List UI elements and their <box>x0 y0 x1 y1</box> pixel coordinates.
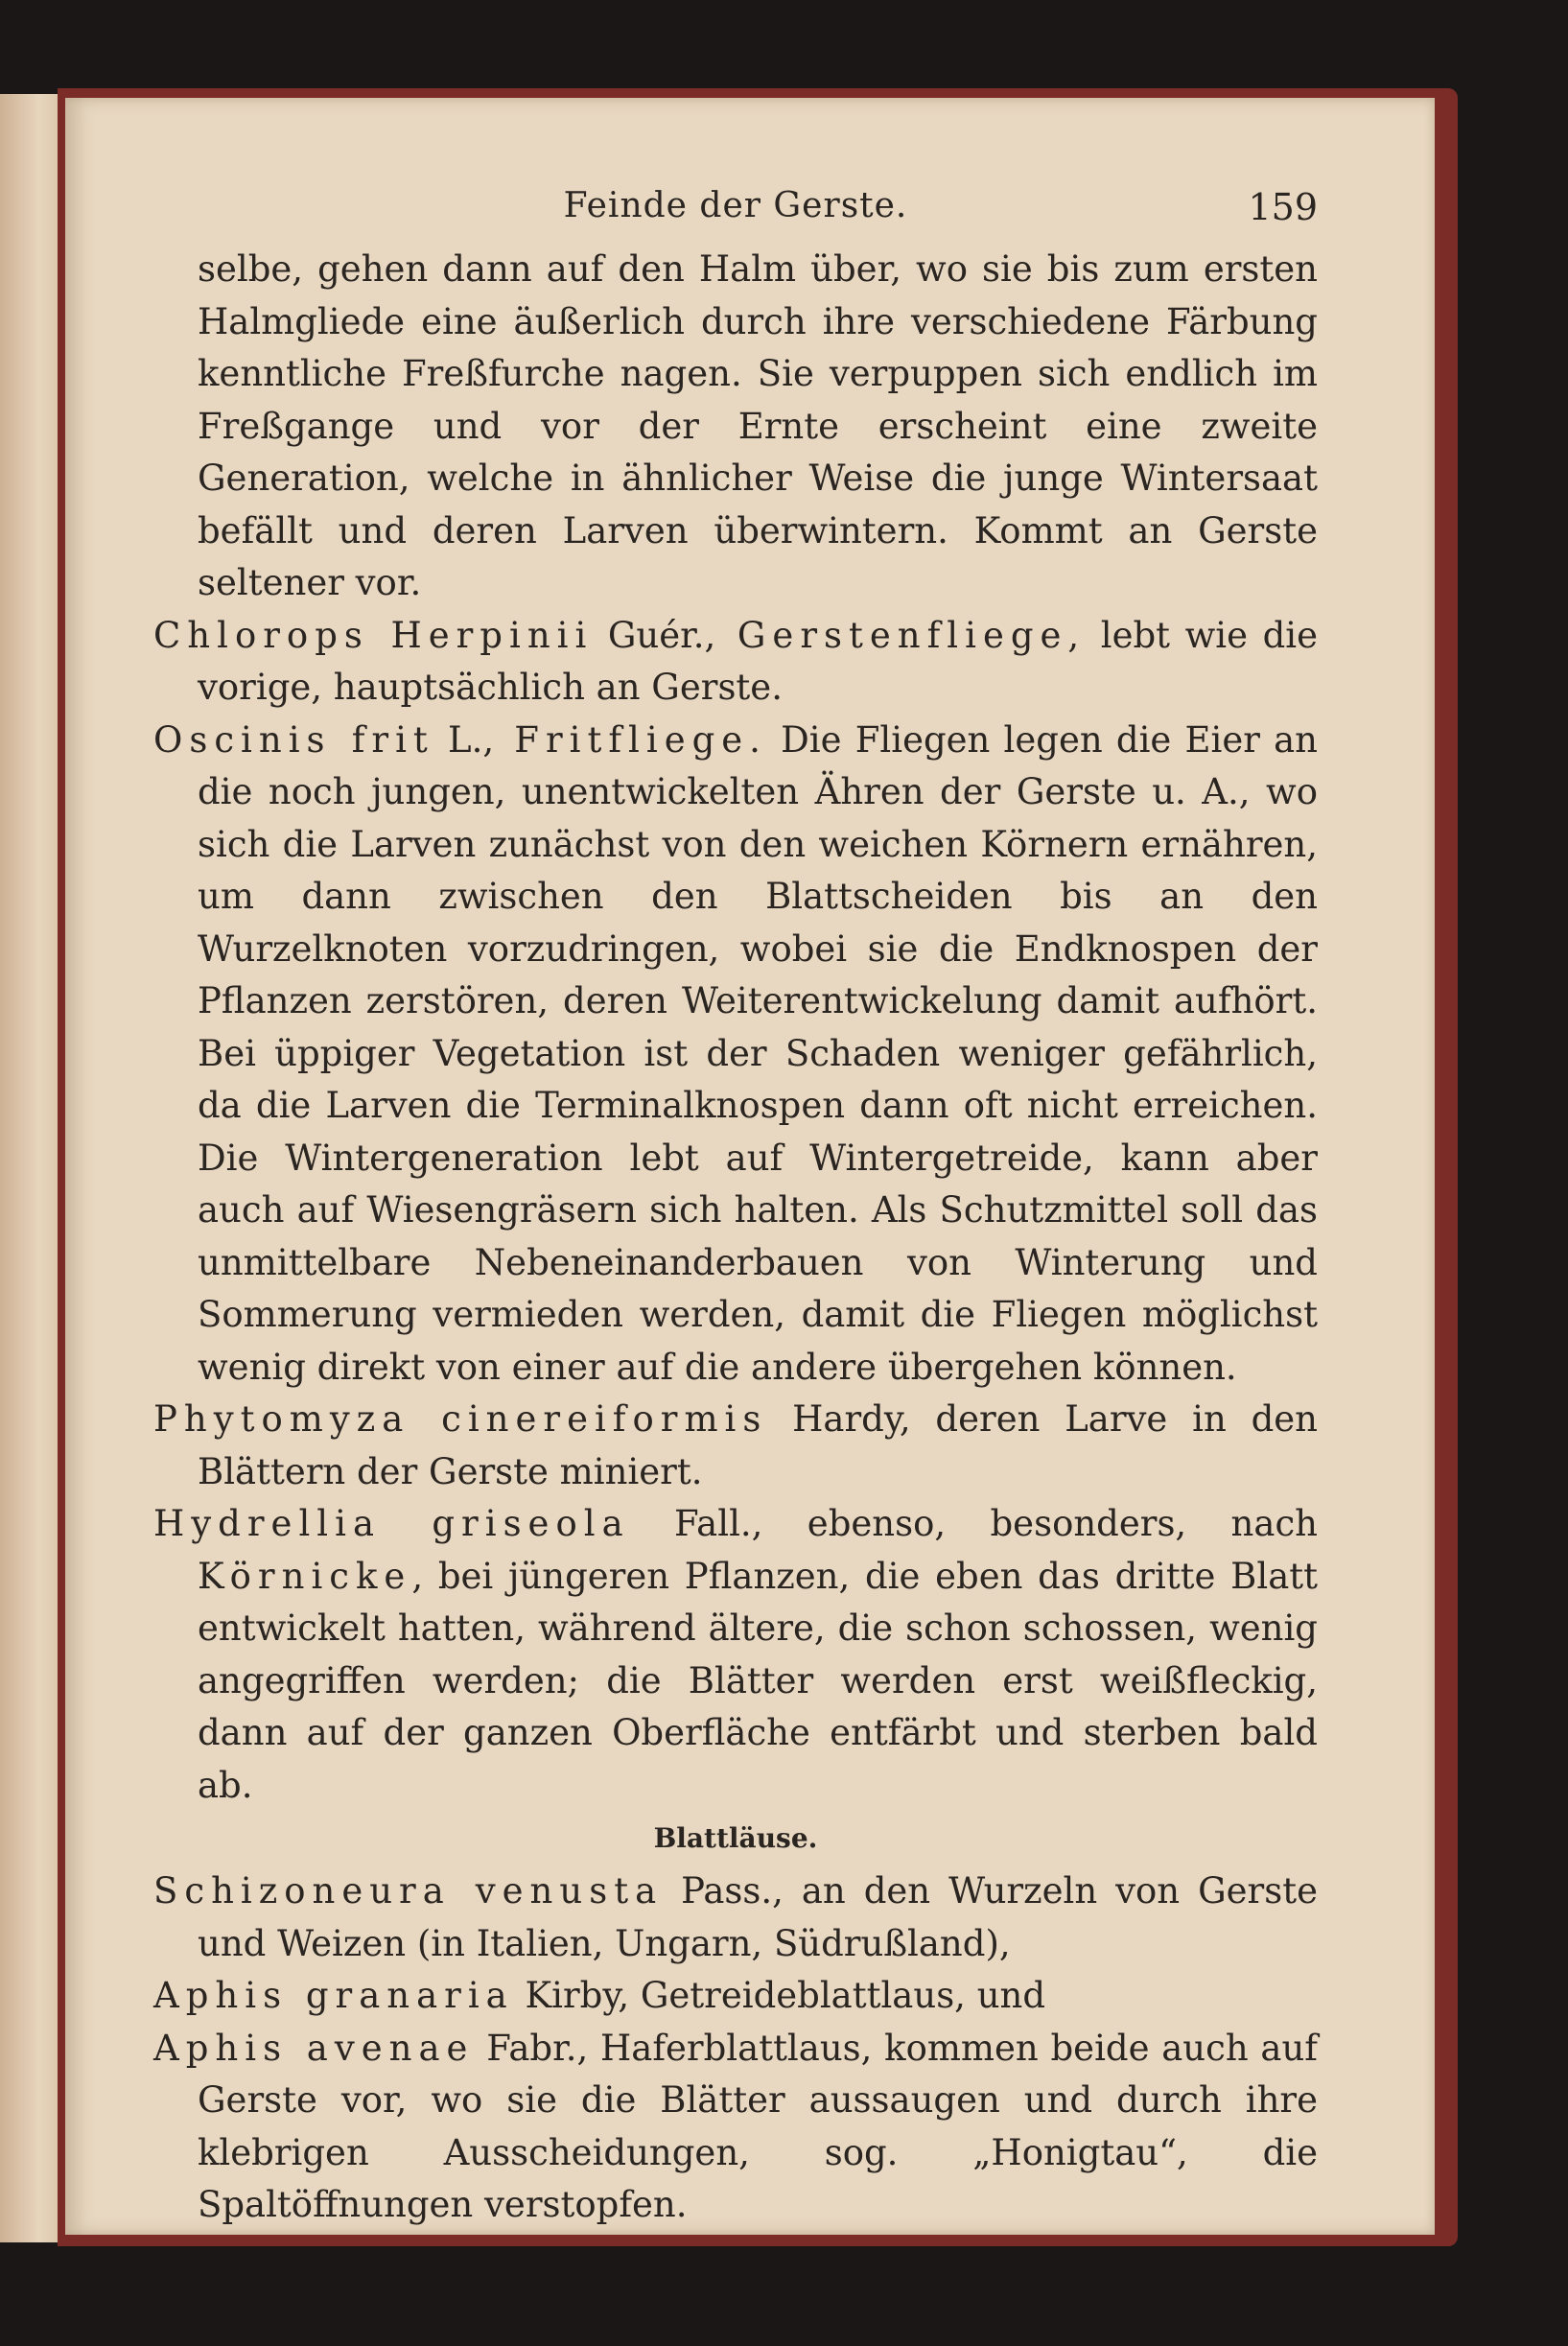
entry-text: ebenso, besonders, nach <box>762 1503 1318 1544</box>
section-heading: Blattläuse. <box>653 1822 818 1854</box>
species-author: L., <box>433 718 495 761</box>
species-author: Pass., <box>663 1870 784 1912</box>
species-name: Schizoneura venusta <box>153 1870 664 1912</box>
species-entry-hydrellia <box>153 1498 1318 1812</box>
entry-text: Haferblattlaus, kommen beide auch auf Gerste vor, wo sie die Blätter aussaugen und durch ihre klebrigen Ausscheidungen, sog. „Honigtau“, die Spaltöffnungen verstopfen. <box>198 2027 1319 2225</box>
common-name: Fritfliege. <box>494 718 767 761</box>
species-author: Hardy, <box>767 1398 911 1440</box>
species-entry-oscinis <box>153 715 1318 1395</box>
book-page <box>65 98 1435 2235</box>
species-entry-aphis-avenae <box>153 2023 1318 2232</box>
entry-text: Die Fliegen legen die Eier an die noch jungen, unentwickelten Ähren der Gerste u. A., wo sich die Larven zunächst von den weichen Körnern ernähren, um dann zwischen den Blattscheiden bis an den Wurzelknoten vorzudringen, wobei sie die Endknospen der Pflanzen zerstören, deren Weiterentwickelung damit aufhört. Bei üppiger Vegetation ist der Schaden weniger gefährlich, da die Larven die Terminalknospen dann oft nicht erreichen. Die Wintergeneration lebt auf Wintergetreide, kann aber auch auf Wiesengräsern sich halten. Als Schutzmittel soll das unmittelbare Nebeneinanderbauen von Winterung und Sommerung vermieden werden, damit die Fliegen möglichst wenig direkt von einer auf die andere übergehen können. <box>198 718 1318 1388</box>
entry-text: lebt wie die vorige, hauptsächlich an Gerste. <box>198 614 1318 708</box>
running-head <box>153 186 1318 244</box>
entry-text-continued: , bei jüngeren Pflanzen, die eben das dritte Blatt entwickelt hatten, während ältere, die schon schossen, wenig angegriffen werden; die Blätter werden erst weißfleckig, dann auf der ganzen Oberfläche entfärbt und sterben bald ab. <box>198 1555 1318 1806</box>
running-head-title: Feinde der Gerste. <box>563 186 908 225</box>
species-entry-schizoneura <box>153 1865 1318 1970</box>
species-name: Aphis granaria <box>153 1975 514 2016</box>
cited-author: Körnicke <box>198 1555 412 1597</box>
entry-text: Getreideblattlaus, und <box>629 1975 1046 2016</box>
entry-text: deren Larve in den Blättern der Gerste miniert. <box>198 1398 1318 1492</box>
page-number: 159 <box>1248 186 1318 228</box>
entry-text: an den Wurzeln von Gerste und Weizen (in Italien, Ungarn, Südrußland), <box>198 1870 1318 1964</box>
species-author: Fall., <box>629 1503 763 1544</box>
text-block <box>153 244 1318 2232</box>
species-entry-aphis-granaria <box>153 1970 1318 2023</box>
species-name: Chlorops Herpinii <box>153 614 594 656</box>
continued-paragraph <box>153 244 1318 610</box>
paragraph-text: selbe, gehen dann auf den Halm über, wo sie bis zum ersten Halmgliede eine äußerlich durch ihre verschiedene Färbung kenntliche Freßfurche nagen. Sie verpuppen sich endlich im Freßgange und vor der Ernte erscheint eine zweite Generation, welche in ähnlicher Weise die junge Wintersaat befällt und deren Larven überwintern. Kommt an Gerste seltener vor. <box>198 248 1318 603</box>
species-name: Phytomyza cinereiformis <box>153 1398 768 1440</box>
species-author: Guér., <box>593 614 716 656</box>
page-content <box>153 186 1318 2232</box>
common-name: Gerstenfliege, <box>715 614 1087 656</box>
species-author: Fabr., <box>474 2027 589 2069</box>
species-entry-phytomyza <box>153 1394 1318 1498</box>
species-entry-chlorops <box>153 610 1318 715</box>
species-name: Aphis avenae <box>153 2027 475 2069</box>
species-author: Kirby, <box>513 1975 630 2016</box>
species-name: Hydrellia griseola <box>153 1503 630 1544</box>
species-name: Oscinis frit <box>153 718 434 761</box>
